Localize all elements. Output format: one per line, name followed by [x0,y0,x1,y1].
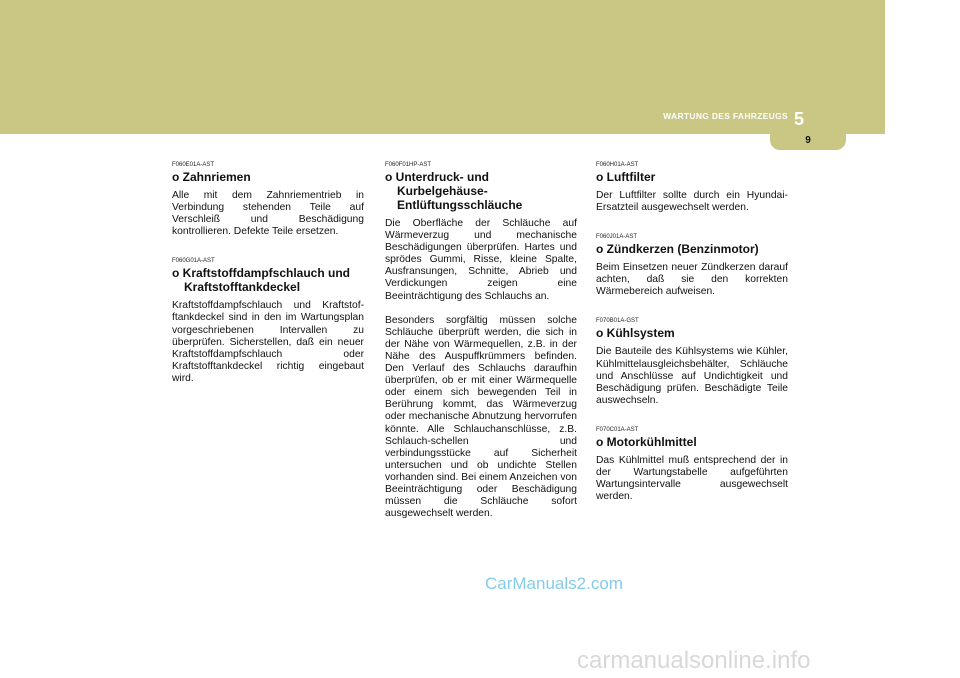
column-right [596,162,788,503]
section-block [596,427,788,503]
section-code: F060G01A-AST [172,258,215,265]
section-heading: o Kühlsystem [596,326,675,341]
section-heading: o Kraftstoffdampfschlauch und Kraftstofftankdeckel [172,266,351,295]
section-paragraph: Die Bauteile des Kühlsystems wie Kühler, Kühlmittelausgleichsbehälter, Schläuche und Anschlüsse auf Undichtigkeit und Beschädigung prüfen. Beschädigte Teile auswechseln. [596,346,788,406]
section-number: 5 [794,109,805,129]
watermark-text: carmanualsonline.info [577,647,811,674]
section-heading: o Motorkühlmittel [596,434,697,449]
section-heading: o Zündkerzen (Benzinmotor) [596,242,759,257]
page-number: 9 [805,135,811,146]
column-left [172,162,364,385]
section-paragraph: Der Luftfilter sollte durch ein Hyundai-Ersatzteil ausgewechselt werden. [596,190,788,214]
section-block [596,162,788,214]
section-block [596,234,788,298]
section-code: F060E01A-AST [172,162,215,168]
section-paragraph: Alle mit dem Zahnriementrieb in Verbindung stehenden Teile auf Verschleiß und Beschädigung kontrollieren. Defekte Teile ersetzen. [172,190,364,238]
section-heading: o Zahnriemen [172,170,251,184]
section-code: F060F01HP-AST [385,162,432,168]
section-code: F070C01A-AST [596,426,639,433]
section-heading: o Unterdruck- und Kurbelgehäuse-Entlüftungsschläuche [385,170,523,212]
section-paragraph: Beim Einsetzen neuer Zündkerzen darauf achten, daß sie den korrekten Wärmebereich aufweisen. [596,262,788,298]
section-block [385,162,577,520]
section-code: F060J01A-AST [596,234,638,241]
section-block [172,258,364,385]
page-tab [770,134,846,150]
section-paragraph: Das Kühlmittel muß entsprechend der in der Wartungstabelle aufgeführten Wartungsintervalle ausgewechselt werden. [596,454,788,503]
section-title: WARTUNG DES FAHRZEUGS [663,111,788,121]
section-heading: o Luftfilter [596,170,656,184]
watermark-link[interactable]: CarManuals2.com [485,574,623,593]
section-paragraph: Die Oberfläche der Schläuche auf Wärmeverzug und mechanische Beschädigungen überprüfen. Hartes und sprödes Gummi, Risse, kleine Spalte, Ausfransungen, Schnitte, Abrieb und Verdickungen zeigen eine Beeinträchtigung des Schlauchs an. [385,218,577,302]
section-block [596,318,788,406]
section-block [172,162,364,238]
section-paragraph: Besonders sorgfältig müssen solche Schläuche überprüft werden, die sich in der Nähe von Wärmequellen, z.B. in der Nähe des Auspuffkrümmers befinden. Den Verlauf des Schlauchs daraufhin überprüfen, ob er mit einer Wärmequelle oder einem sich bewegenden Teil in Berührung kommt, das Wärmeverzug oder mechanische Abnutzung hervorrufen könnte. Alle Schlauchanschlüsse, z.B. Schlauch-schellen und verbindungsstücke auf Sicherheit untersuchen und ob undichte Stellen vorhanden sind. Bei einem Anzeichen von Beeinträchtigung oder Beschädigung müssen die Schläuche sofort ausgewechselt werden. [385,314,577,520]
section-code: F070B01A-GST [596,318,639,325]
section-paragraph: Kraftstoffdampfschlauch und Kraftstof-ftankdeckel sind in den im Wartungsplan vorgeschriebenen Intervallen zu überprüfen. Sicherstellen, daß ein neuer Kraftstoffdampfschlauch oder Kraftstofftankdeckel richtig eingebaut wird. [172,300,364,384]
section-code: F060H01A-AST [596,162,639,168]
column-middle [385,162,577,520]
